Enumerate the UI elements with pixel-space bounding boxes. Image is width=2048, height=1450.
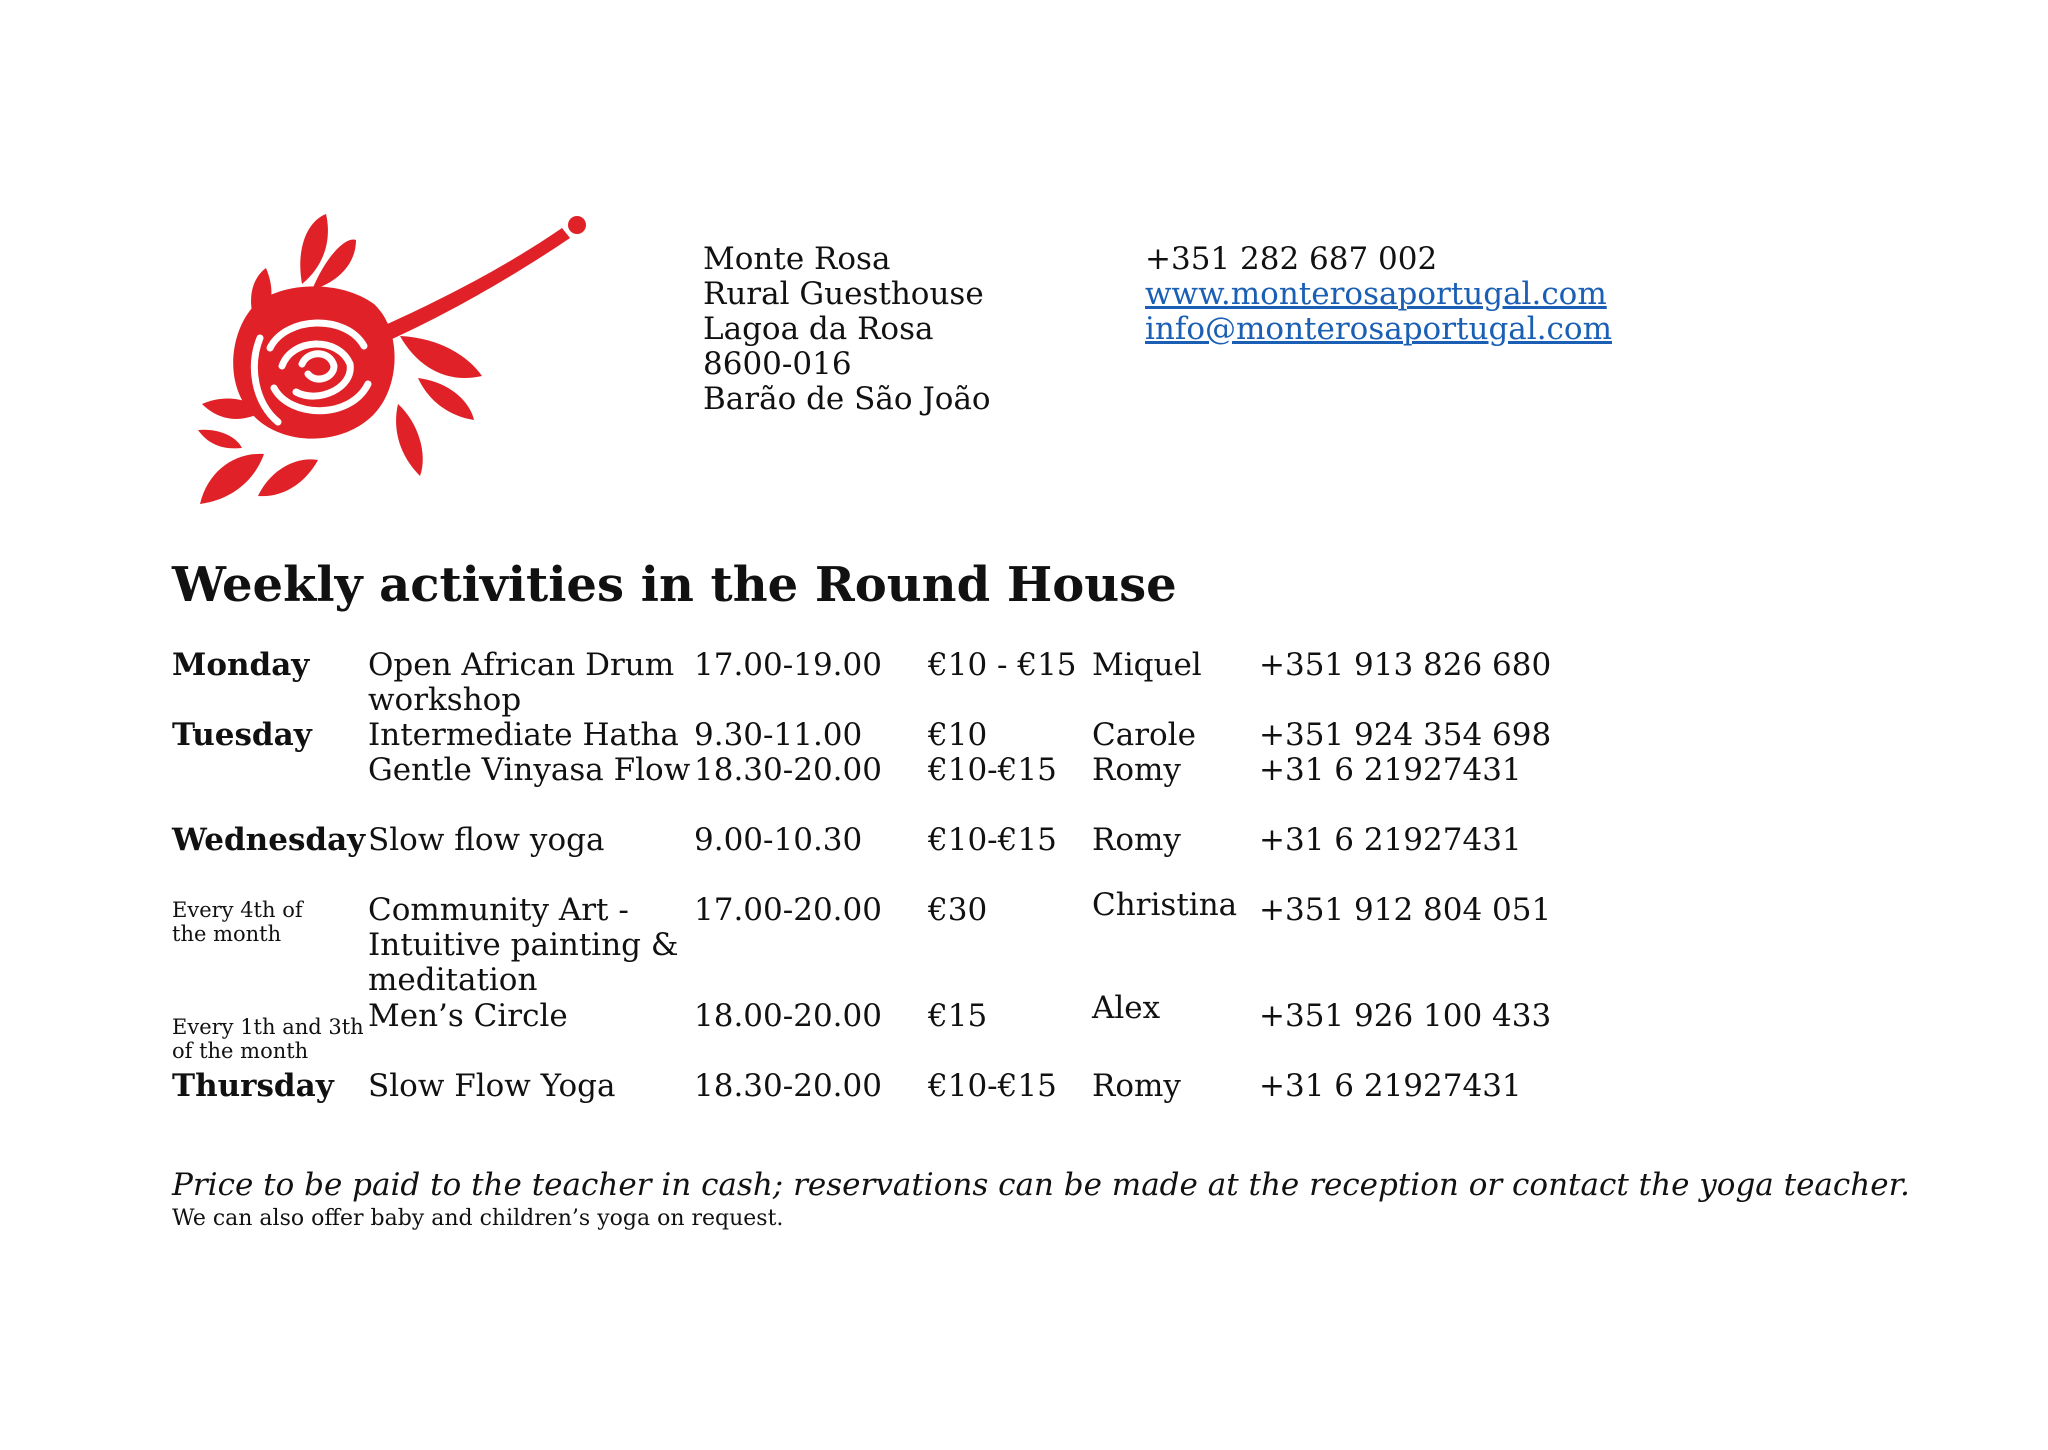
activity-activity: Community Art - Intuitive painting & meditation xyxy=(368,892,679,998)
footer xyxy=(172,1165,1910,1233)
activity-activity: Gentle Vinyasa Flow xyxy=(368,752,691,788)
activity-teacher: Alex xyxy=(1092,990,1161,1026)
activity-phone: +31 6 21927431 xyxy=(1259,752,1522,788)
address-line: Monte Rosa xyxy=(703,241,891,277)
frequency-note: Every 1th and 3th of the month xyxy=(172,1015,364,1063)
activity-teacher: Miquel xyxy=(1092,647,1202,683)
activity-phone: +31 6 21927431 xyxy=(1259,1068,1522,1104)
activity-activity: Open African Drum workshop xyxy=(368,647,675,718)
activity-time: 9.00-10.30 xyxy=(694,822,863,858)
activity-teacher: Romy xyxy=(1092,1068,1181,1104)
activity-teacher: Carole xyxy=(1092,717,1196,753)
day-label: Wednesday xyxy=(172,822,366,858)
activity-phone: +351 912 804 051 xyxy=(1259,892,1552,928)
activity-price: €10 xyxy=(928,717,988,753)
address-line: Lagoa da Rosa xyxy=(703,311,934,347)
schedule-table xyxy=(172,0,1572,1150)
activity-teacher: Romy xyxy=(1092,752,1181,788)
address-line: 8600-016 xyxy=(703,346,852,382)
activity-time: 17.00-19.00 xyxy=(694,647,882,683)
address-line: Rural Guesthouse xyxy=(703,276,984,312)
day-label: Tuesday xyxy=(172,717,312,753)
activity-activity: Slow Flow Yoga xyxy=(368,1068,616,1104)
activity-price: €30 xyxy=(928,892,988,928)
activity-time: 9.30-11.00 xyxy=(694,717,863,753)
day-label: Thursday xyxy=(172,1068,334,1104)
contact-phone: +351 282 687 002 xyxy=(1145,241,1438,277)
footer-subnote: We can also offer baby and children’s yoga on request. xyxy=(172,1206,784,1231)
activity-price: €15 xyxy=(928,998,988,1034)
activity-activity: Men’s Circle xyxy=(368,998,568,1034)
activity-activity: Intermediate Hatha xyxy=(368,717,679,753)
activity-time: 18.00-20.00 xyxy=(694,998,882,1034)
address-line: Barão de São João xyxy=(703,381,991,417)
website-link[interactable]: www.monterosaportugal.com xyxy=(1145,276,1607,312)
page-title: Weekly activities in the Round House xyxy=(172,557,1177,613)
day-label: Monday xyxy=(172,647,310,683)
activity-phone: +31 6 21927431 xyxy=(1259,822,1522,858)
activity-teacher: Romy xyxy=(1092,822,1181,858)
activity-activity: Slow flow yoga xyxy=(368,822,605,858)
activity-phone: +351 913 826 680 xyxy=(1259,647,1552,683)
activity-phone: +351 924 354 698 xyxy=(1259,717,1552,753)
activity-price: €10-€15 xyxy=(928,752,1057,788)
activity-price: €10-€15 xyxy=(928,822,1057,858)
activity-time: 17.00-20.00 xyxy=(694,892,882,928)
activity-price: €10-€15 xyxy=(928,1068,1057,1104)
activity-phone: +351 926 100 433 xyxy=(1259,998,1552,1034)
activity-time: 18.30-20.00 xyxy=(694,752,882,788)
footer-note: Price to be paid to the teacher in cash; reservations can be made at the reception or contact the yoga teacher. xyxy=(172,1167,1910,1203)
frequency-note: Every 4th of the month xyxy=(172,898,303,946)
activity-price: €10 - €15 xyxy=(928,647,1077,683)
email-link[interactable]: info@monterosaportugal.com xyxy=(1145,311,1612,347)
activity-time: 18.30-20.00 xyxy=(694,1068,882,1104)
activity-teacher: Christina xyxy=(1092,887,1238,923)
